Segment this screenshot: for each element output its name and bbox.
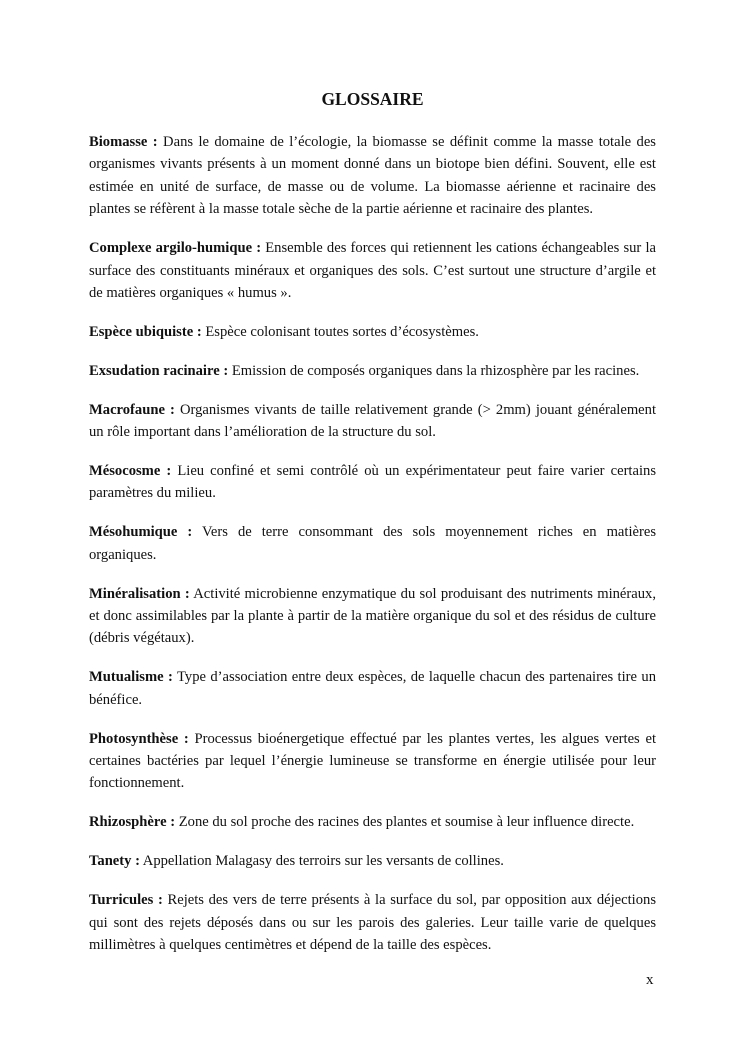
glossary-term: Tanety : xyxy=(89,853,140,870)
glossary-definition: Processus bioénergetique effectué par les plantes vertes, les algues vertes et certaines bactéries par lequel l’énergie lumineuse se transforme en énergie utilisée pour leur fonctionnement. xyxy=(89,730,656,792)
glossary-entry xyxy=(89,360,656,382)
glossary-entry xyxy=(89,521,656,566)
glossary-definition: Rejets des vers de terre présents à la surface du sol, par opposition aux déjections qui sont des rejets déposés dans ou sur les parois des galeries. Leur taille varie de quelques millimètres à quelques centimètres et dépend de la taille des espèces. xyxy=(89,892,657,953)
glossary-definition: Organismes vivants de taille relativement grande (> 2mm) jouant généralement un rôle important dans l’amélioration de la structure du sol. xyxy=(89,401,657,441)
glossary-definition: Lieu confiné et semi contrôlé où un expérimentateur peut faire varier certains paramètres du milieu. xyxy=(89,462,656,502)
glossary-entry xyxy=(89,131,656,221)
glossary-entry xyxy=(89,583,656,650)
glossary-definition: Ensemble des forces qui retiennent les cations échangeables sur la surface des constituants minéraux et organiques des sols. C’est surtout une structure d’argile et de matières organiques « humus ». xyxy=(89,240,656,301)
glossary-term: Photosynthèse : xyxy=(89,730,189,747)
glossary-definition: Espèce colonisant toutes sortes d’écosystèmes. xyxy=(201,323,479,340)
glossary-definition: Dans le domaine de l’écologie, la biomasse se définit comme la masse totale des organismes vivants présents à un moment donné dans un biotope bien défini. Souvent, elle est estimée en unité de surface, de masse ou de volume. La biomasse aérienne et racinaire des plantes se réfèrent à la masse totale sèche de la partie aérienne et racinaire des plantes. xyxy=(89,134,656,218)
glossary-definition: Zone du sol proche des racines des plantes et soumise à leur influence directe. xyxy=(175,814,635,831)
glossary-definition: Appellation Malagasy des terroirs sur les versants de collines. xyxy=(139,853,504,870)
glossary-entry xyxy=(89,666,656,711)
page-title: GLOSSAIRE xyxy=(321,89,424,109)
glossary-entry xyxy=(89,460,656,505)
page-number: x xyxy=(646,972,654,988)
glossary-term: Macrofaune : xyxy=(89,401,175,418)
glossary-term: Biomasse : xyxy=(89,134,158,150)
glossary-term: Espèce ubiquiste : xyxy=(89,323,202,340)
glossary-entry xyxy=(89,237,656,304)
glossary-definition: Vers de terre consommant des sols moyennement riches en matières organiques. xyxy=(89,524,657,563)
glossary-term: Exsudation racinaire : xyxy=(89,362,229,379)
glossary-definition: Emission de composés organiques dans la rhizosphère par les racines. xyxy=(228,362,640,379)
glossary-term: Mutualisme : xyxy=(89,669,173,686)
glossary-entry xyxy=(89,850,656,872)
glossary-definition: Type d’association entre deux espèces, de laquelle chacun des partenaires tire un bénéfice. xyxy=(89,669,656,708)
glossary-list xyxy=(89,131,656,973)
glossary-term: Turricules : xyxy=(89,892,163,909)
glossary-entry xyxy=(89,811,656,833)
glossary-entry xyxy=(89,889,656,956)
glossary-term: Complexe argilo-humique : xyxy=(89,240,262,257)
glossary-definition: Activité microbienne enzymatique du sol produisant des nutriments minéraux, et donc assimilables par la plante à partir de la matière organique du sol et des résidus de culture (débris végétaux). xyxy=(89,585,656,647)
glossary-entry xyxy=(89,399,656,444)
glossary-term: Mésohumique : xyxy=(89,524,193,541)
glossary-term: Minéralisation : xyxy=(89,585,190,602)
glossary-entry xyxy=(89,728,656,795)
glossary-term: Mésocosme : xyxy=(89,462,172,479)
glossary-term: Rhizosphère : xyxy=(89,814,176,831)
glossary-entry xyxy=(89,321,656,343)
